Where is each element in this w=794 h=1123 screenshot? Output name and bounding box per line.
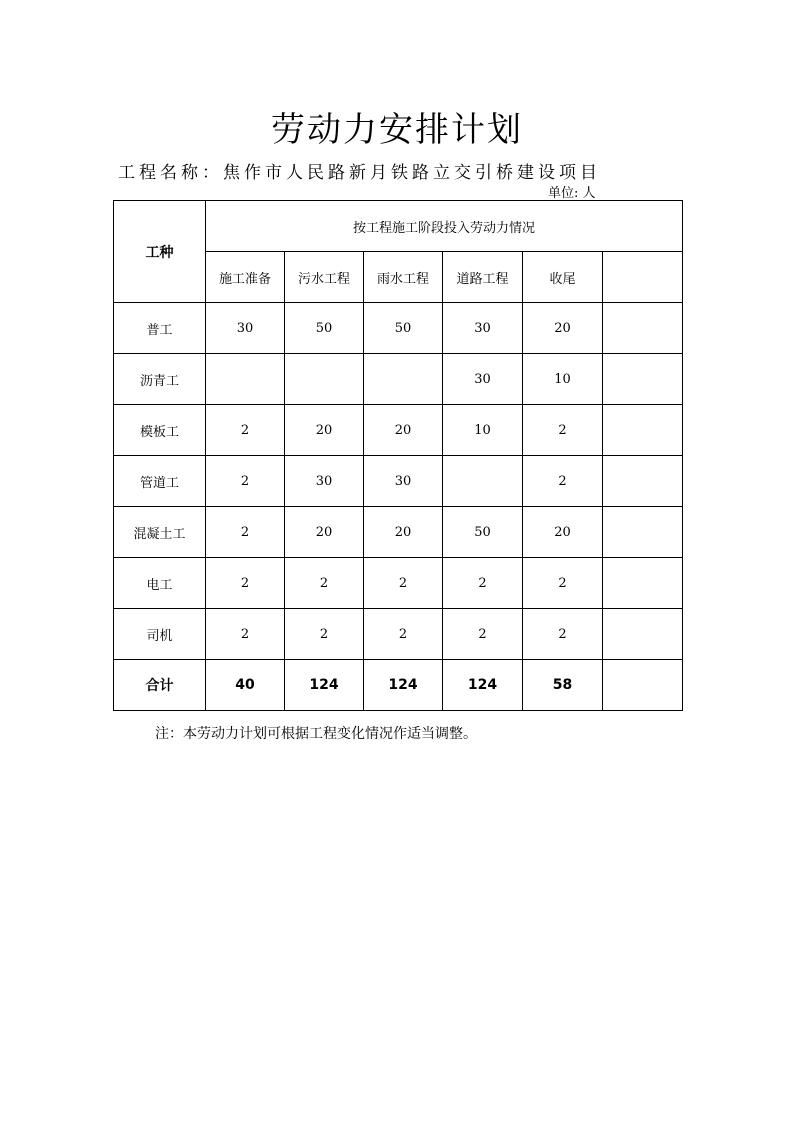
table-cell: 30 [443,303,523,354]
table-cell: 30 [364,456,443,507]
table-row [114,303,683,354]
trade-header: 工种 [114,201,206,303]
table-cell [603,558,683,609]
table-row [114,405,683,456]
table-cell: 50 [285,303,364,354]
table-row [114,507,683,558]
labor-plan-table [113,200,683,711]
row-label: 混凝土工 [114,507,206,558]
total-cell: 124 [285,660,364,711]
row-label: 沥青工 [114,354,206,405]
column-header: 施工准备 [206,252,285,303]
table-header-row [114,201,683,252]
column-header: 道路工程 [443,252,523,303]
adjustment-note: 注：本劳动力计划可根据工程变化情况作适当调整。 [155,726,477,742]
table-row [114,456,683,507]
table-cell: 2 [523,456,603,507]
total-label: 合计 [114,660,206,711]
total-cell [603,660,683,711]
project-name-line: 工程名称：焦作市人民路新月铁路立交引桥建设项目 [118,163,601,183]
table-cell: 50 [364,303,443,354]
total-row [114,660,683,711]
table-cell: 2 [206,456,285,507]
column-header: 雨水工程 [364,252,443,303]
total-cell: 40 [206,660,285,711]
table-cell [206,354,285,405]
table-cell: 10 [443,405,523,456]
table-cell: 30 [285,456,364,507]
unit-label: 单位: 人 [548,186,596,201]
table-cell: 2 [443,558,523,609]
table-cell: 20 [523,303,603,354]
table-row [114,609,683,660]
table-cell: 2 [206,405,285,456]
table-cell: 20 [364,507,443,558]
total-cell: 124 [443,660,523,711]
total-cell: 58 [523,660,603,711]
table-cell: 20 [285,507,364,558]
table-cell [603,303,683,354]
table-cell [603,456,683,507]
total-cell: 124 [364,660,443,711]
table-cell: 2 [523,558,603,609]
row-label: 管道工 [114,456,206,507]
column-header [603,252,683,303]
row-label: 普工 [114,303,206,354]
table-cell [603,507,683,558]
table-cell [285,354,364,405]
table-cell: 10 [523,354,603,405]
table-cell: 30 [206,303,285,354]
table-cell: 20 [364,405,443,456]
table-cell: 2 [206,558,285,609]
document-title: 劳动力安排计划 [271,110,523,150]
row-label: 模板工 [114,405,206,456]
table-cell: 2 [523,609,603,660]
column-header: 污水工程 [285,252,364,303]
column-header: 收尾 [523,252,603,303]
table-cell [603,354,683,405]
table-cell: 2 [206,507,285,558]
table-cell: 20 [523,507,603,558]
table-cell: 2 [206,609,285,660]
table-cell: 2 [285,609,364,660]
table-cell: 50 [443,507,523,558]
row-label: 司机 [114,609,206,660]
table-cell: 2 [364,558,443,609]
table-row [114,354,683,405]
table-cell: 20 [285,405,364,456]
table-cell [603,405,683,456]
table-cell [443,456,523,507]
row-label: 电工 [114,558,206,609]
table-cell [364,354,443,405]
table-row [114,558,683,609]
table-cell: 2 [443,609,523,660]
table-cell: 2 [285,558,364,609]
stage-group-header: 按工程施工阶段投入劳动力情况 [206,201,683,252]
table-cell: 2 [523,405,603,456]
table-cell: 30 [443,354,523,405]
table-cell: 2 [364,609,443,660]
table-cell [603,609,683,660]
